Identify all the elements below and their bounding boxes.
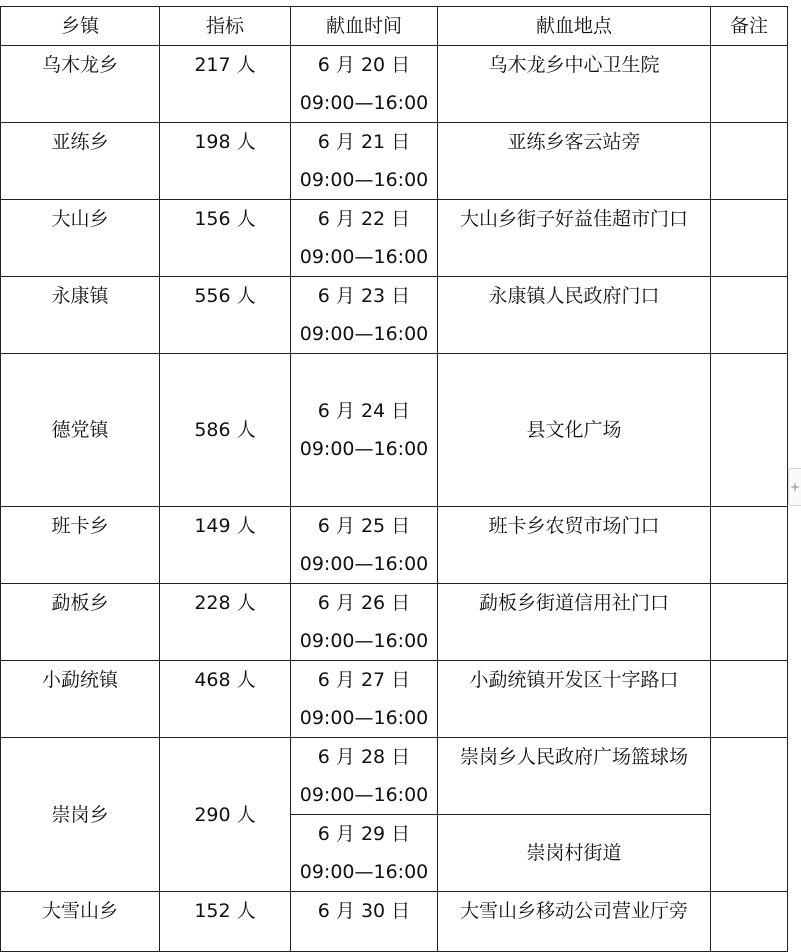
table-row bbox=[1, 123, 788, 200]
location-cell: 崇岗乡人民政府广场篮球场 bbox=[438, 738, 711, 815]
town-cell: 大雪山乡 bbox=[1, 892, 160, 952]
note-cell bbox=[711, 123, 788, 200]
time-cell bbox=[291, 738, 438, 815]
time-cell bbox=[291, 200, 438, 277]
quota-cell: 468 人 bbox=[160, 661, 291, 738]
location-cell: 勐板乡街道信用社门口 bbox=[438, 584, 711, 661]
time-cell bbox=[291, 46, 438, 123]
quota-cell: 149 人 bbox=[160, 507, 291, 584]
note-cell bbox=[711, 507, 788, 584]
town-cell: 班卡乡 bbox=[1, 507, 160, 584]
time-cell bbox=[291, 277, 438, 354]
table-row bbox=[1, 507, 788, 584]
town-cell: 亚练乡 bbox=[1, 123, 160, 200]
date-text: 6 月 27 日 bbox=[317, 669, 411, 691]
note-cell bbox=[711, 738, 788, 892]
time-cell bbox=[291, 815, 438, 892]
location-cell: 亚练乡客云站旁 bbox=[438, 123, 711, 200]
hours-text: 09:00—16:00 bbox=[299, 861, 429, 883]
side-expand-handle[interactable]: + bbox=[788, 468, 801, 506]
location-cell: 永康镇人民政府门口 bbox=[438, 277, 711, 354]
town-cell: 勐板乡 bbox=[1, 584, 160, 661]
table-row bbox=[1, 738, 788, 815]
table-row bbox=[1, 277, 788, 354]
note-cell bbox=[711, 200, 788, 277]
time-cell bbox=[291, 123, 438, 200]
note-cell bbox=[711, 46, 788, 123]
location-cell: 小勐统镇开发区十字路口 bbox=[438, 661, 711, 738]
location-cell: 班卡乡农贸市场门口 bbox=[438, 507, 711, 584]
note-cell bbox=[711, 277, 788, 354]
hours-text: 09:00—16:00 bbox=[299, 246, 429, 268]
table-row bbox=[1, 584, 788, 661]
hours-text: 09:00—16:00 bbox=[299, 169, 429, 191]
hours-text: 09:00—16:00 bbox=[299, 438, 429, 460]
town-cell: 大山乡 bbox=[1, 200, 160, 277]
hours-text: 09:00—16:00 bbox=[299, 630, 429, 652]
location-cell: 大山乡街子好益佳超市门口 bbox=[438, 200, 711, 277]
quota-cell: 586 人 bbox=[160, 354, 291, 507]
date-text: 6 月 21 日 bbox=[317, 131, 411, 153]
header-town: 乡镇 bbox=[1, 7, 160, 46]
note-cell bbox=[711, 661, 788, 738]
hours-text: 09:00—16:00 bbox=[299, 323, 429, 345]
town-cell: 乌木龙乡 bbox=[1, 46, 160, 123]
date-text: 6 月 23 日 bbox=[317, 285, 411, 307]
location-cell: 乌木龙乡中心卫生院 bbox=[438, 46, 711, 123]
time-cell bbox=[291, 584, 438, 661]
quota-cell: 217 人 bbox=[160, 46, 291, 123]
date-text: 6 月 26 日 bbox=[317, 592, 411, 614]
date-text: 6 月 25 日 bbox=[317, 515, 411, 537]
note-cell bbox=[711, 354, 788, 507]
date-text: 6 月 24 日 bbox=[317, 400, 411, 422]
quota-cell: 290 人 bbox=[160, 738, 291, 892]
header-row bbox=[1, 7, 788, 46]
location-cell: 县文化广场 bbox=[438, 354, 711, 507]
time-cell bbox=[291, 354, 438, 507]
hours-text: 09:00—16:00 bbox=[299, 784, 429, 806]
location-cell: 崇岗村街道 bbox=[438, 815, 711, 892]
header-note: 备注 bbox=[711, 7, 788, 46]
quota-cell: 156 人 bbox=[160, 200, 291, 277]
table-row bbox=[1, 354, 788, 507]
hours-text: 09:00—16:00 bbox=[299, 553, 429, 575]
date-text: 6 月 20 日 bbox=[317, 54, 411, 76]
table-row bbox=[1, 200, 788, 277]
quota-cell: 228 人 bbox=[160, 584, 291, 661]
town-cell: 永康镇 bbox=[1, 277, 160, 354]
town-cell: 德党镇 bbox=[1, 354, 160, 507]
town-cell: 崇岗乡 bbox=[1, 738, 160, 892]
date-text: 6 月 28 日 bbox=[317, 746, 411, 768]
table-row bbox=[1, 661, 788, 738]
date-text: 6 月 29 日 bbox=[317, 823, 411, 845]
header-time: 献血时间 bbox=[291, 7, 438, 46]
quota-cell: 556 人 bbox=[160, 277, 291, 354]
header-quota: 指标 bbox=[160, 7, 291, 46]
quota-cell: 152 人 bbox=[160, 892, 291, 952]
town-cell: 小勐统镇 bbox=[1, 661, 160, 738]
note-cell bbox=[711, 584, 788, 661]
header-location: 献血地点 bbox=[438, 7, 711, 46]
date-text: 6 月 22 日 bbox=[317, 208, 411, 230]
hours-text: 09:00—16:00 bbox=[299, 707, 429, 729]
table-row bbox=[1, 46, 788, 123]
date-text: 6 月 30 日 bbox=[317, 900, 411, 922]
time-cell bbox=[291, 661, 438, 738]
time-cell bbox=[291, 507, 438, 584]
hours-text: 09:00—16:00 bbox=[299, 92, 429, 114]
location-cell: 大雪山乡移动公司营业厅旁 bbox=[438, 892, 711, 952]
quota-cell: 198 人 bbox=[160, 123, 291, 200]
blood-donation-schedule-table bbox=[0, 6, 788, 952]
